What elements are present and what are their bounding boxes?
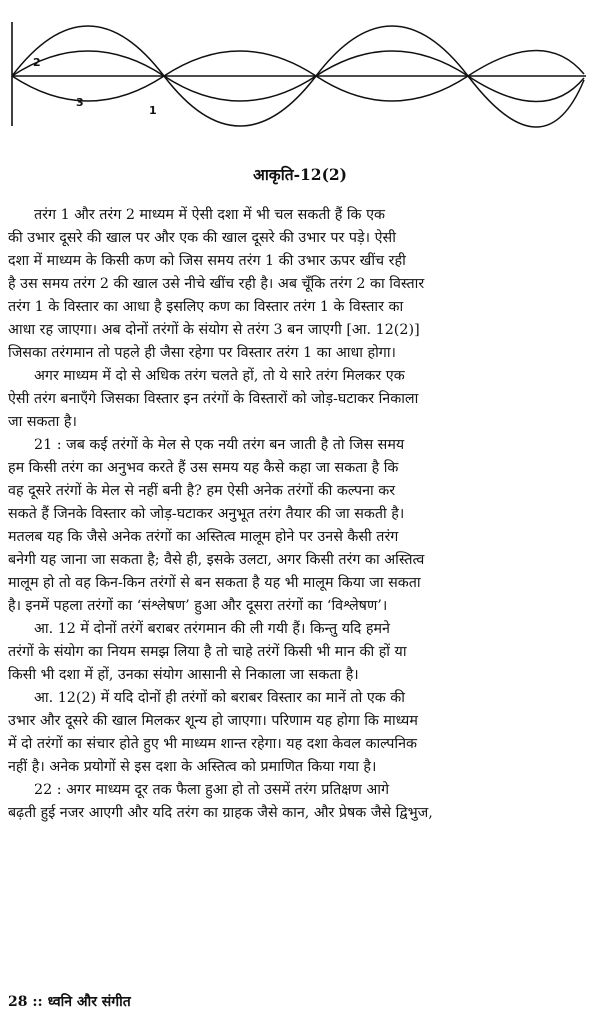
wave-1-label: 1 — [149, 104, 157, 117]
text-line: बनेगी यह जाना जा सकता है; वैसे ही, इसके उलटा, अगर किसी तरंग का अस्तित्व — [8, 552, 425, 568]
figure-caption: आकृति-12(2) — [252, 165, 348, 184]
text-line: दशा में माध्यम के किसी कण को जिस समय तरंग 1 की उभार ऊपर खींच रही — [8, 253, 406, 269]
text-line: 21 : जब कई तरंगों के मेल से एक नयी तरंग बन जाती है तो जिस समय — [34, 437, 405, 453]
text-line: की उभार दूसरे की खाल पर और एक की खाल दूसरे की उभार पर पड़े। ऐसी — [8, 230, 396, 246]
text-line: वह दूसरे तरंगों के मेल से नहीं बनी है? हम ऐसी अनेक तरंगों की कल्पना कर — [8, 483, 396, 499]
text-line: तरंगों के संयोग का नियम समझ लिया है तो चाहे तरंगें किसी भी मान की हों या — [8, 644, 407, 660]
text-line: आ. 12(2) में यदि दोनों ही तरंगों को बराबर विस्तार का मानें तो एक की — [34, 690, 405, 706]
text-line: हम किसी तरंग का अनुभव करते हैं उस समय यह कैसे कहा जा सकता है कि — [8, 460, 399, 476]
text-line: 22 : अगर माध्यम दूर तक फैला हुआ हो तो उसमें तरंग प्रतिक्षण आगे — [34, 782, 390, 798]
text-line: अगर माध्यम में दो से अधिक तरंग चलते हों, तो ये सारे तरंग मिलकर एक — [34, 368, 405, 384]
text-line: तरंग 1 और तरंग 2 माध्यम में ऐसी दशा में भी चल सकती हैं कि एक — [34, 207, 385, 223]
text-line: जिसका तरंगमान तो पहले ही जैसा रहेगा पर विस्तार तरंग 1 का आधा होगा। — [8, 345, 396, 361]
wave-diagram — [6, 14, 596, 134]
text-line: उभार और दूसरे की खाल मिलकर शून्य हो जाएगा। परिणाम यह होगा कि माध्यम — [8, 713, 418, 729]
text-line: है उस समय तरंग 2 की खाल उसे नीचे खींच रही है। अब चूँकि तरंग 2 का विस्तार — [8, 276, 425, 292]
text-line: जा सकता है। — [8, 414, 77, 430]
text-line: बढ़ती हुई नजर आएगी और यदि तरंग का ग्राहक जैसे कान, और प्रेषक जैसे द्विभुज, — [8, 805, 433, 821]
wave-3-label: 3 — [76, 96, 84, 109]
text-line: सकते हैं जिनके विस्तार को जोड़-घटाकर अनुभूत तरंग तैयार की जा सकती है। — [8, 506, 405, 522]
page-footer: 28 :: ध्वनि और संगीत — [8, 994, 131, 1010]
text-line: आधा रह जाएगा। अब दोनों तरंगों के संयोग से तरंग 3 बन जाएगी [आ. 12(2)] — [8, 322, 420, 338]
text-line: तरंग 1 के विस्तार का आधा है इसलिए कण का विस्तार तरंग 1 के विस्तार का — [8, 299, 404, 315]
text-line: आ. 12 में दोनों तरंगें बराबर तरंगमान की ली गयी हैं। किन्तु यदि हमने — [34, 621, 390, 637]
text-line: किसी भी दशा में हों, उनका संयोग आसानी से निकाला जा सकता है। — [8, 667, 359, 683]
wave-2-label: 2 — [33, 56, 41, 69]
wave-interference-figure — [6, 14, 596, 134]
text-line: में दो तरंगों का संचार होते हुए भी माध्यम शान्त रहेगा। यह दशा केवल काल्पनिक — [8, 736, 418, 752]
text-line: ऐसी तरंग बनाएँगे जिसका विस्तार इन तरंगों के विस्तारों को जोड़-घटाकर निकाला — [8, 391, 419, 407]
text-line: मालूम हो तो वह किन-किन तरंगों से बन सकता है यह भी मालूम किया जा सकता — [8, 575, 421, 591]
body-text — [8, 204, 592, 825]
text-line: नहीं है। अनेक प्रयोगों से इस दशा के अस्तित्व को प्रमाणित किया गया है। — [8, 759, 377, 775]
text-line: मतलब यह कि जैसे अनेक तरंगों का अस्तित्व मालूम होने पर उनसे कैसी तरंग — [8, 529, 399, 545]
text-line: है। इनमें पहला तरंगों का ‘संश्लेषण’ हुआ और दूसरा तरंगों का ‘विश्लेषण’। — [8, 598, 388, 614]
